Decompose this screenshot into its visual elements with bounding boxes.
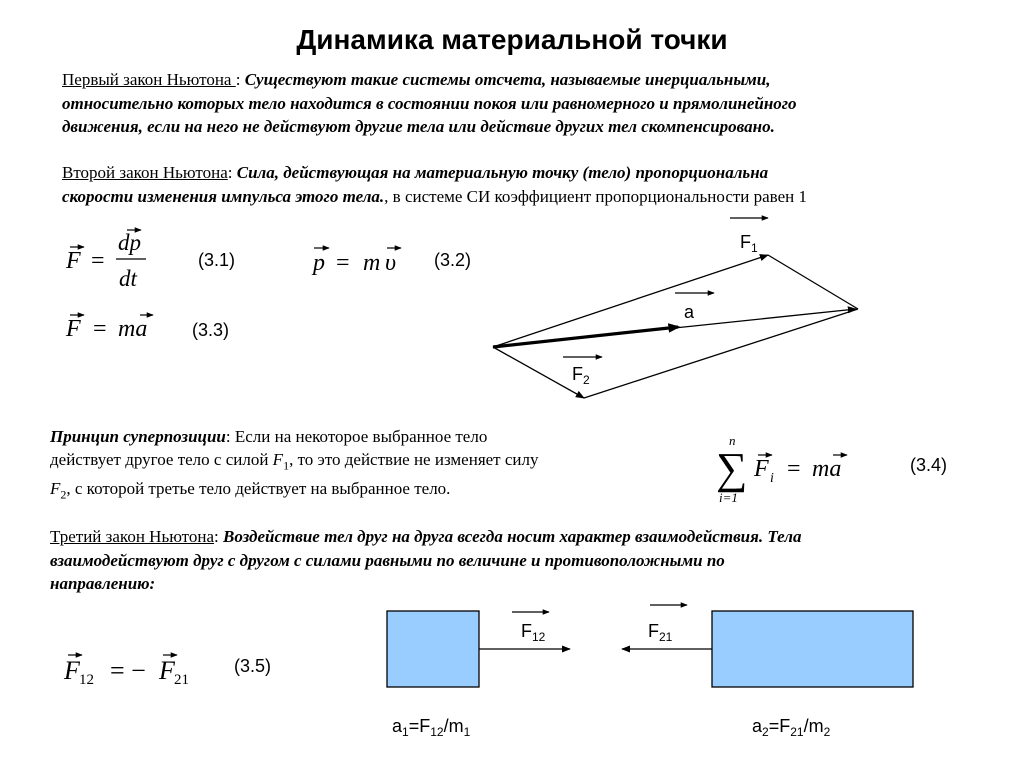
first-law-label: Первый закон Ньютона (62, 70, 236, 89)
first-law-text-2: относительно которых тело находится в состоянии покоя или равномерного и прямолинейного (62, 93, 797, 113)
diagram-f2-text: F (572, 364, 583, 384)
third-law-text-2: взаимодействуют друг с другом с силами равными по величине и противоположными по (50, 550, 725, 570)
first-law-text-1: Существуют такие системы отсчета, называемые инерциальными, (244, 70, 771, 89)
first-law-text-3: движения, если на него не действуют другие тела или действие других тел скомпенсировано. (62, 117, 775, 136)
eq31-denominator: dt (119, 266, 137, 291)
eq31-lhs: F (66, 248, 81, 274)
first-law-colon: : (235, 70, 245, 89)
eq34-f: F (754, 456, 769, 482)
eq33-equals: = (93, 316, 107, 342)
equation-3-1 (65, 230, 146, 291)
a1-sub: 1 (402, 725, 409, 739)
equation-3-2 (311, 248, 401, 276)
equation-3-3 (65, 315, 153, 342)
diagram-f1-text: F (740, 232, 751, 252)
a2-m-sub: 2 (823, 725, 831, 739)
vector-f2-line (493, 347, 584, 398)
eq32-lhs: p (313, 250, 325, 276)
eq34-sigma: ∑ (716, 444, 748, 493)
a2-slash: /m (803, 716, 824, 736)
force-parallelogram-diagram (493, 218, 858, 398)
equation-3-4 (716, 433, 847, 505)
superposition-text-3: , с которой третье тело действует на выбранное тело. (66, 479, 451, 499)
eq32-equals: = (336, 250, 350, 276)
second-law-colon: : (227, 163, 237, 182)
eq34-equals: = (787, 456, 801, 482)
eq34-upper-limit: n (729, 433, 736, 448)
equation-3-5 (63, 655, 189, 688)
a1-eq: =F (408, 716, 431, 736)
superposition-f1: F (272, 450, 284, 469)
diagram-a-label: a (684, 302, 695, 322)
second-law-text-rest: , в системе СИ коэффициент пропорциональности равен 1 (384, 186, 808, 206)
eq35-s1: 12 (79, 672, 94, 688)
superposition-label: Принцип суперпозиции (50, 427, 226, 446)
a2-sub: 2 (762, 725, 769, 739)
superposition-f1-sub: 1 (283, 458, 290, 473)
force-f12-text: F (521, 621, 532, 641)
superposition-text-2b: , то это действие не изменяет силу (289, 450, 539, 469)
third-law-label: Третий закон Ньютона (50, 527, 215, 546)
a1-symbol: a (392, 716, 403, 736)
eq-3-4-number: (3.4) (910, 455, 948, 475)
third-law-text-3: направлению: (50, 574, 156, 593)
parallelogram-side-bottom (584, 309, 858, 398)
eq35-equals-minus: = − (110, 656, 146, 685)
a2-eq: =F (768, 716, 791, 736)
second-law-label: Второй закон Ньютона (62, 163, 228, 182)
third-law-text-1: Воздействие тел друг на друга всегда носит характер взаимодействия. Тела (223, 527, 802, 546)
body-2 (712, 611, 913, 687)
diagram-f1-sub: 1 (751, 241, 758, 255)
eq33-rhs: ma (118, 316, 148, 342)
parallelogram-side-top (768, 255, 858, 309)
eq31-equals: = (91, 248, 105, 274)
eq32-mass: m (363, 250, 381, 276)
eq33-lhs: F (66, 316, 81, 342)
page-title: Динамика материальной точки (296, 24, 728, 55)
eq-3-2-number: (3.2) (434, 250, 472, 270)
eq35-f2: F (159, 656, 175, 685)
second-law-text-1: Сила, действующая на материальную точку (тело) пропорциональна (236, 163, 769, 182)
a2-f-sub: 21 (790, 725, 804, 739)
a1-slash: /m (443, 716, 464, 736)
eq32-velocity: υ (385, 250, 397, 276)
eq34-rhs: ma (812, 456, 842, 482)
body-1 (387, 611, 479, 687)
a1-m-sub: 1 (463, 725, 471, 739)
eq31-numerator: dp (118, 230, 141, 255)
second-law-text-2: скорости изменения импульса этого тела. (62, 186, 385, 206)
eq34-f-index: i (770, 471, 774, 486)
force-f21-text: F (648, 621, 659, 641)
eq-3-5-number: (3.5) (234, 656, 272, 676)
a2-symbol: a (752, 716, 763, 736)
superposition-f2-sub: 2 (60, 487, 67, 502)
third-law-colon: : (214, 527, 223, 546)
force-f21-sub: 21 (659, 630, 673, 644)
a1-f-sub: 12 (430, 725, 444, 739)
acceleration-vector (493, 327, 678, 347)
superposition-f2: F (50, 479, 61, 499)
diagram-f2-sub: 2 (583, 373, 590, 387)
eq34-lower-limit: i=1 (719, 490, 738, 505)
superposition-text-1: : Если на некоторое выбранное тело (225, 427, 488, 446)
eq-3-3-number: (3.3) (192, 320, 230, 340)
interacting-bodies-diagram (387, 605, 913, 687)
eq35-s2: 21 (174, 672, 189, 688)
superposition-text-2a: действует другое тело с силой (50, 450, 273, 469)
force-f12-sub: 12 (532, 630, 546, 644)
eq-3-1-number: (3.1) (198, 250, 236, 270)
eq35-f1: F (64, 656, 80, 685)
